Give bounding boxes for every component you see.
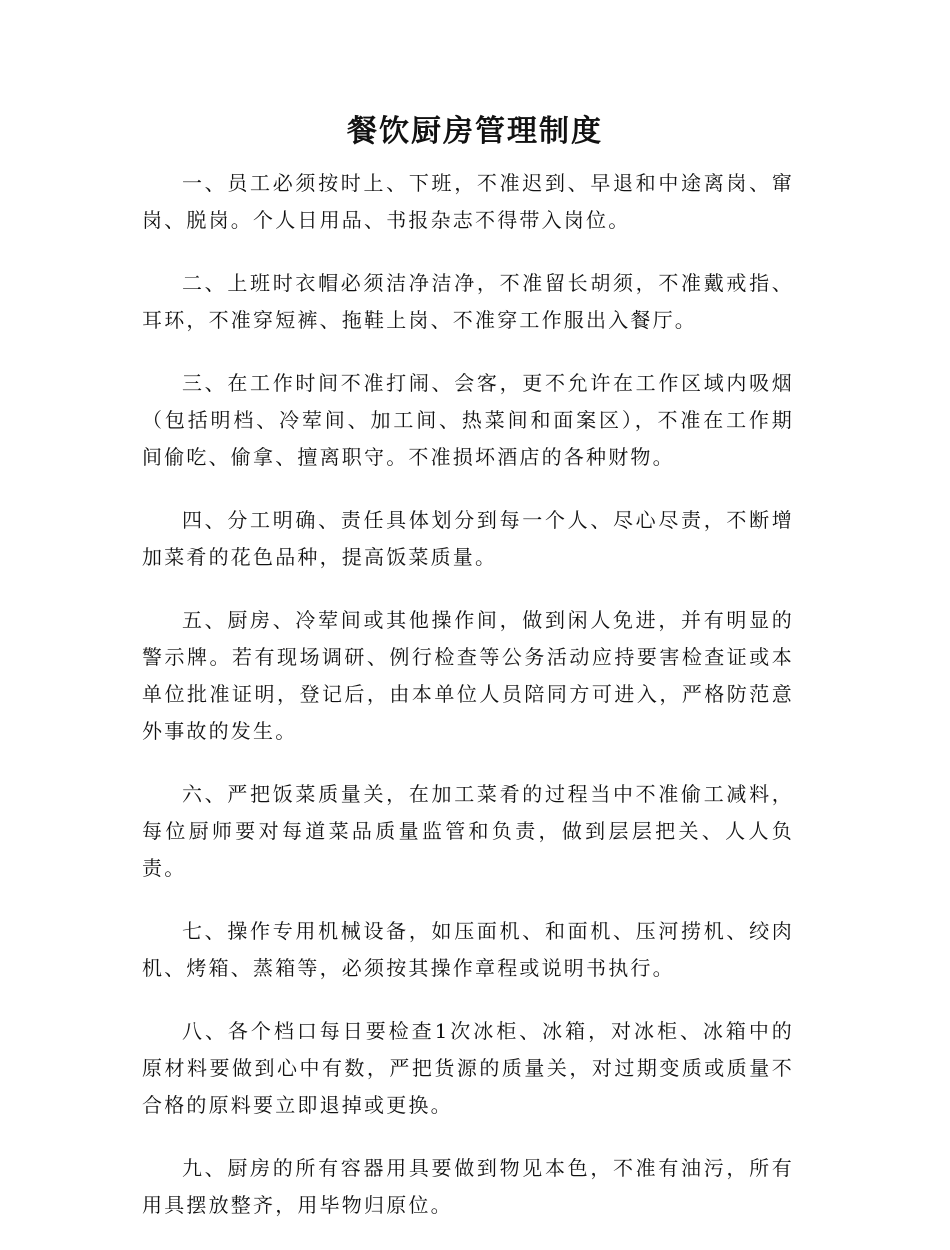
document-body — [142, 165, 794, 1250]
document-title: 餐饮厨房管理制度 — [347, 114, 603, 149]
paragraph-4: 四、分工明确、责任具体划分到每一个人、尽心尽责，不断增加菜肴的花色品种，提高饭菜质量。 — [142, 508, 794, 569]
paragraph-1: 一、员工必须按时上、下班，不准迟到、早退和中途离岗、窜岗、脱岗。个人日用品、书报杂志不得带入岗位。 — [142, 171, 794, 232]
paragraph-3: 三、在工作时间不准打闹、会客，更不允许在工作区域内吸烟（包括明档、冷荤间、加工间、热菜间和面案区），不准在工作期间偷吃、偷拿、擅离职守。不准损坏酒店的各种财物。 — [142, 371, 794, 469]
paragraph-9: 九、厨房的所有容器用具要做到物见本色，不准有油污，所有用具摆放整齐，用毕物归原位。 — [142, 1156, 794, 1217]
paragraph-7: 七、操作专用机械设备，如压面机、和面机、压河捞机、绞肉机、烤箱、蒸箱等，必须按其操作章程或说明书执行。 — [142, 919, 794, 980]
paragraph-8: 八、各个档口每日要检查1次冰柜、冰箱，对冰柜、冰箱中的原材料要做到心中有数，严把货源的质量关，对过期变质或质量不合格的原料要立即退掉或更换。 — [142, 1019, 794, 1117]
paragraph-6: 六、严把饭菜质量关，在加工菜肴的过程当中不准偷工减料，每位厨师要对每道菜品质量监管和负责，做到层层把关、人人负责。 — [142, 782, 794, 880]
paragraph-5: 五、厨房、冷荤间或其他操作间，做到闲人免进，并有明显的警示牌。若有现场调研、例行检查等公务活动应持要害检查证或本单位批准证明，登记后，由本单位人员陪同方可进入，严格防范意外事故的发生。 — [142, 608, 794, 743]
paragraph-2: 二、上班时衣帽必须洁净洁净，不准留长胡须，不准戴戒指、耳环，不准穿短裤、拖鞋上岗、不准穿工作服出入餐厅。 — [142, 271, 794, 332]
